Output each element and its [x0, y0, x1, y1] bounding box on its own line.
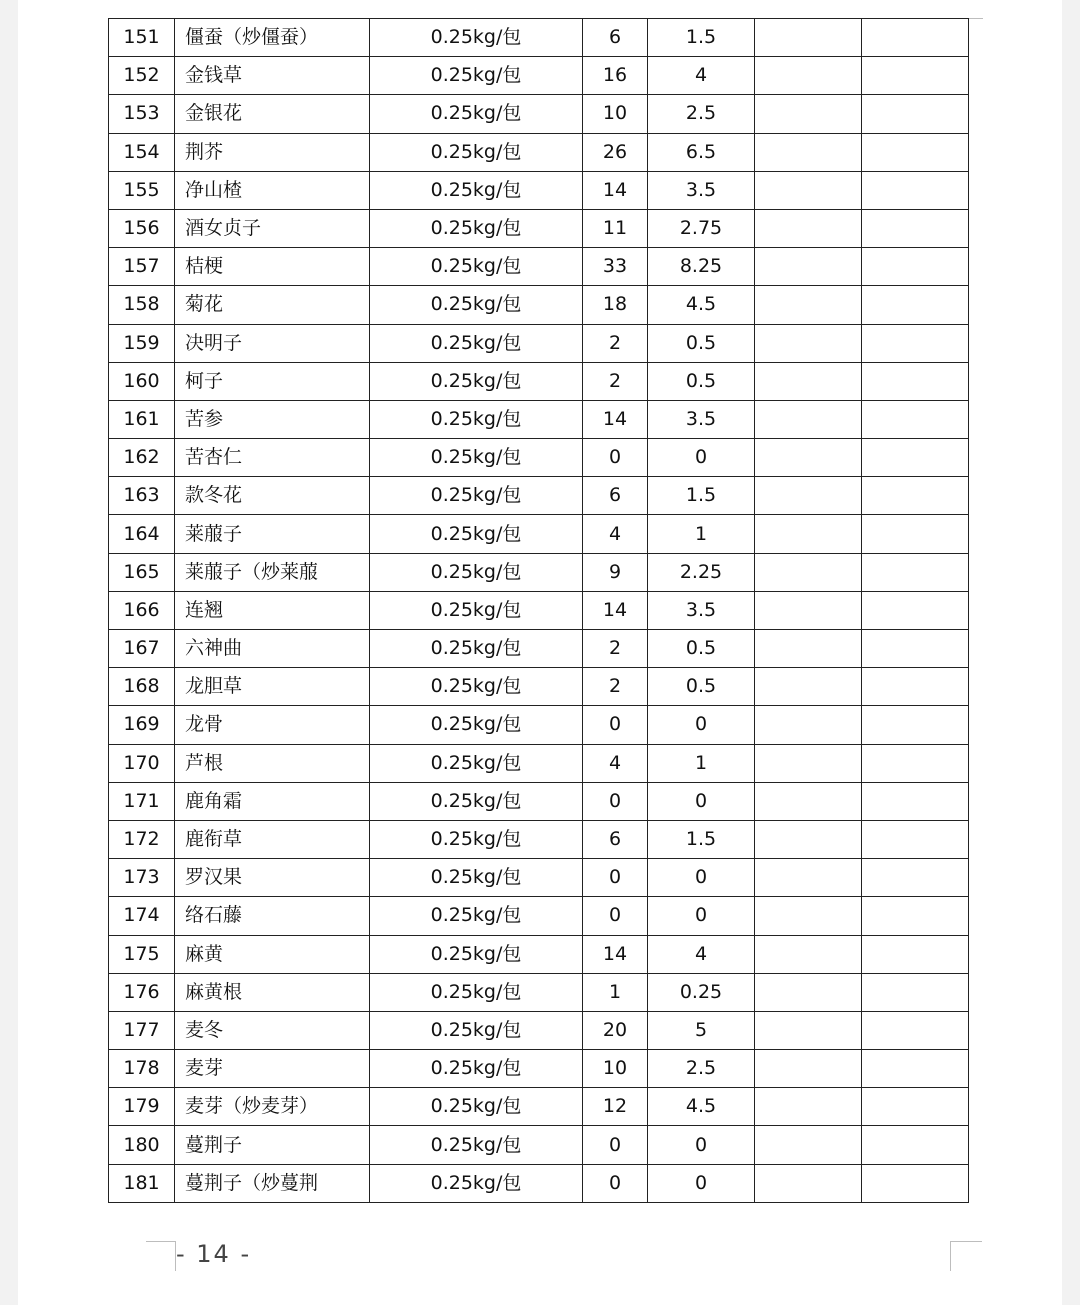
empty-cell	[755, 57, 862, 95]
herb-name-cell: 罗汉果	[175, 859, 370, 897]
spec-cell: 0.25kg/包	[370, 859, 583, 897]
table-row	[109, 706, 969, 744]
herb-name-cell: 决明子	[175, 324, 370, 362]
empty-cell	[755, 439, 862, 477]
empty-cell	[755, 133, 862, 171]
herb-name-cell: 苦参	[175, 400, 370, 438]
empty-cell	[862, 95, 969, 133]
table-row	[109, 171, 969, 209]
empty-cell	[862, 133, 969, 171]
weight-cell: 0	[648, 1126, 755, 1164]
herb-name-cell: 麻黄	[175, 935, 370, 973]
herb-name-cell: 蔓荆子	[175, 1126, 370, 1164]
spec-cell: 0.25kg/包	[370, 1011, 583, 1049]
empty-cell	[755, 19, 862, 57]
table-row	[109, 286, 969, 324]
weight-cell: 0.25	[648, 973, 755, 1011]
weight-cell: 3.5	[648, 400, 755, 438]
table-row	[109, 1050, 969, 1088]
quantity-cell: 2	[583, 630, 648, 668]
empty-cell	[755, 820, 862, 858]
weight-cell: 1	[648, 744, 755, 782]
empty-cell	[862, 209, 969, 247]
herb-name-cell: 蔓荆子（炒蔓荆	[175, 1164, 370, 1202]
empty-cell	[862, 1126, 969, 1164]
row-number-cell: 166	[109, 591, 175, 629]
weight-cell: 0	[648, 1164, 755, 1202]
table-row	[109, 57, 969, 95]
row-number-cell: 164	[109, 515, 175, 553]
empty-cell	[755, 286, 862, 324]
herb-name-cell: 金银花	[175, 95, 370, 133]
table-row	[109, 935, 969, 973]
empty-cell	[755, 1088, 862, 1126]
spec-cell: 0.25kg/包	[370, 706, 583, 744]
quantity-cell: 10	[583, 95, 648, 133]
table-row	[109, 133, 969, 171]
spec-cell: 0.25kg/包	[370, 591, 583, 629]
empty-cell	[862, 248, 969, 286]
empty-cell	[862, 897, 969, 935]
row-number-cell: 174	[109, 897, 175, 935]
quantity-cell: 14	[583, 171, 648, 209]
row-number-cell: 173	[109, 859, 175, 897]
row-number-cell: 155	[109, 171, 175, 209]
spec-cell: 0.25kg/包	[370, 820, 583, 858]
spec-cell: 0.25kg/包	[370, 133, 583, 171]
quantity-cell: 12	[583, 1088, 648, 1126]
row-number-cell: 151	[109, 19, 175, 57]
empty-cell	[862, 553, 969, 591]
table-row	[109, 630, 969, 668]
weight-cell: 0.5	[648, 362, 755, 400]
spec-cell: 0.25kg/包	[370, 286, 583, 324]
row-number-cell: 180	[109, 1126, 175, 1164]
herb-name-cell: 龙胆草	[175, 668, 370, 706]
spec-cell: 0.25kg/包	[370, 744, 583, 782]
spec-cell: 0.25kg/包	[370, 1050, 583, 1088]
herb-name-cell: 鹿角霜	[175, 782, 370, 820]
spec-cell: 0.25kg/包	[370, 515, 583, 553]
table-row	[109, 324, 969, 362]
empty-cell	[862, 591, 969, 629]
weight-cell: 6.5	[648, 133, 755, 171]
table-row	[109, 820, 969, 858]
table-row	[109, 209, 969, 247]
row-number-cell: 171	[109, 782, 175, 820]
weight-cell: 2.25	[648, 553, 755, 591]
row-number-cell: 162	[109, 439, 175, 477]
row-number-cell: 168	[109, 668, 175, 706]
empty-cell	[862, 1011, 969, 1049]
quantity-cell: 6	[583, 820, 648, 858]
row-number-cell: 161	[109, 400, 175, 438]
quantity-cell: 20	[583, 1011, 648, 1049]
empty-cell	[755, 553, 862, 591]
weight-cell: 0	[648, 859, 755, 897]
spec-cell: 0.25kg/包	[370, 782, 583, 820]
row-number-cell: 163	[109, 477, 175, 515]
weight-cell: 3.5	[648, 171, 755, 209]
spec-cell: 0.25kg/包	[370, 19, 583, 57]
empty-cell	[755, 744, 862, 782]
table-row	[109, 515, 969, 553]
weight-cell: 2.5	[648, 1050, 755, 1088]
quantity-cell: 11	[583, 209, 648, 247]
table-row	[109, 248, 969, 286]
table-row	[109, 553, 969, 591]
empty-cell	[862, 57, 969, 95]
row-number-cell: 167	[109, 630, 175, 668]
empty-cell	[862, 1088, 969, 1126]
weight-cell: 2.75	[648, 209, 755, 247]
herb-name-cell: 金钱草	[175, 57, 370, 95]
empty-cell	[755, 668, 862, 706]
row-number-cell: 159	[109, 324, 175, 362]
quantity-cell: 14	[583, 935, 648, 973]
empty-cell	[862, 477, 969, 515]
spec-cell: 0.25kg/包	[370, 668, 583, 706]
weight-cell: 3.5	[648, 591, 755, 629]
weight-cell: 0	[648, 706, 755, 744]
weight-cell: 1.5	[648, 477, 755, 515]
quantity-cell: 4	[583, 515, 648, 553]
empty-cell	[862, 171, 969, 209]
table-row	[109, 1126, 969, 1164]
table-row	[109, 477, 969, 515]
empty-cell	[862, 439, 969, 477]
table-row	[109, 668, 969, 706]
herb-name-cell: 菊花	[175, 286, 370, 324]
row-number-cell: 181	[109, 1164, 175, 1202]
quantity-cell: 6	[583, 19, 648, 57]
quantity-cell: 18	[583, 286, 648, 324]
herb-name-cell: 麦冬	[175, 1011, 370, 1049]
herb-inventory-table	[108, 18, 969, 1203]
spec-cell: 0.25kg/包	[370, 248, 583, 286]
spec-cell: 0.25kg/包	[370, 57, 583, 95]
quantity-cell: 14	[583, 400, 648, 438]
empty-cell	[862, 630, 969, 668]
table-row	[109, 859, 969, 897]
quantity-cell: 2	[583, 324, 648, 362]
crop-mark-bottom-right	[950, 1241, 982, 1242]
herb-name-cell: 酒女贞子	[175, 209, 370, 247]
row-number-cell: 169	[109, 706, 175, 744]
weight-cell: 2.5	[648, 95, 755, 133]
quantity-cell: 1	[583, 973, 648, 1011]
empty-cell	[755, 477, 862, 515]
herb-name-cell: 莱菔子（炒莱菔	[175, 553, 370, 591]
weight-cell: 8.25	[648, 248, 755, 286]
empty-cell	[755, 209, 862, 247]
table-row	[109, 591, 969, 629]
crop-mark-bottom-left	[146, 1241, 176, 1242]
empty-cell	[755, 706, 862, 744]
table-row	[109, 362, 969, 400]
empty-cell	[862, 515, 969, 553]
herb-name-cell: 净山楂	[175, 171, 370, 209]
quantity-cell: 0	[583, 859, 648, 897]
herb-name-cell: 麦芽	[175, 1050, 370, 1088]
row-number-cell: 179	[109, 1088, 175, 1126]
weight-cell: 1.5	[648, 19, 755, 57]
empty-cell	[755, 1164, 862, 1202]
table-row	[109, 400, 969, 438]
weight-cell: 0.5	[648, 668, 755, 706]
weight-cell: 0	[648, 439, 755, 477]
weight-cell: 0.5	[648, 630, 755, 668]
weight-cell: 4	[648, 935, 755, 973]
quantity-cell: 4	[583, 744, 648, 782]
herb-name-cell: 桔梗	[175, 248, 370, 286]
table-row	[109, 973, 969, 1011]
quantity-cell: 2	[583, 668, 648, 706]
spec-cell: 0.25kg/包	[370, 935, 583, 973]
empty-cell	[862, 782, 969, 820]
quantity-cell: 0	[583, 1126, 648, 1164]
spec-cell: 0.25kg/包	[370, 95, 583, 133]
empty-cell	[755, 515, 862, 553]
empty-cell	[862, 973, 969, 1011]
spec-cell: 0.25kg/包	[370, 400, 583, 438]
table-row	[109, 1011, 969, 1049]
quantity-cell: 0	[583, 897, 648, 935]
quantity-cell: 9	[583, 553, 648, 591]
spec-cell: 0.25kg/包	[370, 1126, 583, 1164]
herb-name-cell: 莱菔子	[175, 515, 370, 553]
empty-cell	[862, 362, 969, 400]
spec-cell: 0.25kg/包	[370, 973, 583, 1011]
weight-cell: 4.5	[648, 286, 755, 324]
empty-cell	[755, 897, 862, 935]
empty-cell	[755, 1050, 862, 1088]
table-row	[109, 19, 969, 57]
herb-name-cell: 六神曲	[175, 630, 370, 668]
row-number-cell: 157	[109, 248, 175, 286]
weight-cell: 1.5	[648, 820, 755, 858]
spec-cell: 0.25kg/包	[370, 439, 583, 477]
weight-cell: 0	[648, 782, 755, 820]
row-number-cell: 170	[109, 744, 175, 782]
row-number-cell: 152	[109, 57, 175, 95]
quantity-cell: 33	[583, 248, 648, 286]
table-row	[109, 744, 969, 782]
quantity-cell: 26	[583, 133, 648, 171]
quantity-cell: 14	[583, 591, 648, 629]
weight-cell: 4	[648, 57, 755, 95]
herb-name-cell: 麦芽（炒麦芽）	[175, 1088, 370, 1126]
crop-mark-bottom-right-vertical	[950, 1241, 951, 1271]
row-number-cell: 160	[109, 362, 175, 400]
row-number-cell: 176	[109, 973, 175, 1011]
empty-cell	[755, 400, 862, 438]
quantity-cell: 0	[583, 706, 648, 744]
empty-cell	[862, 820, 969, 858]
quantity-cell: 6	[583, 477, 648, 515]
empty-cell	[862, 744, 969, 782]
empty-cell	[755, 973, 862, 1011]
weight-cell: 0.5	[648, 324, 755, 362]
table-row	[109, 897, 969, 935]
empty-cell	[862, 935, 969, 973]
table-row	[109, 782, 969, 820]
empty-cell	[755, 248, 862, 286]
table-row	[109, 1164, 969, 1202]
empty-cell	[862, 286, 969, 324]
herb-name-cell: 麻黄根	[175, 973, 370, 1011]
herb-name-cell: 络石藤	[175, 897, 370, 935]
row-number-cell: 175	[109, 935, 175, 973]
quantity-cell: 10	[583, 1050, 648, 1088]
herb-name-cell: 苦杏仁	[175, 439, 370, 477]
spec-cell: 0.25kg/包	[370, 553, 583, 591]
herb-name-cell: 芦根	[175, 744, 370, 782]
empty-cell	[862, 668, 969, 706]
document-page	[18, 0, 1062, 1305]
empty-cell	[755, 935, 862, 973]
spec-cell: 0.25kg/包	[370, 630, 583, 668]
empty-cell	[755, 171, 862, 209]
quantity-cell: 0	[583, 1164, 648, 1202]
table-row	[109, 439, 969, 477]
empty-cell	[755, 324, 862, 362]
empty-cell	[862, 1164, 969, 1202]
spec-cell: 0.25kg/包	[370, 1164, 583, 1202]
herb-name-cell: 荆芥	[175, 133, 370, 171]
empty-cell	[862, 400, 969, 438]
row-number-cell: 156	[109, 209, 175, 247]
table-body	[109, 19, 969, 1203]
herb-name-cell: 柯子	[175, 362, 370, 400]
table-row	[109, 1088, 969, 1126]
empty-cell	[755, 1011, 862, 1049]
spec-cell: 0.25kg/包	[370, 209, 583, 247]
spec-cell: 0.25kg/包	[370, 171, 583, 209]
quantity-cell: 0	[583, 782, 648, 820]
herb-name-cell: 龙骨	[175, 706, 370, 744]
row-number-cell: 154	[109, 133, 175, 171]
herb-name-cell: 鹿衔草	[175, 820, 370, 858]
table-row	[109, 95, 969, 133]
empty-cell	[862, 1050, 969, 1088]
quantity-cell: 16	[583, 57, 648, 95]
spec-cell: 0.25kg/包	[370, 477, 583, 515]
row-number-cell: 177	[109, 1011, 175, 1049]
row-number-cell: 158	[109, 286, 175, 324]
spec-cell: 0.25kg/包	[370, 897, 583, 935]
row-number-cell: 172	[109, 820, 175, 858]
empty-cell	[862, 859, 969, 897]
empty-cell	[862, 19, 969, 57]
quantity-cell: 0	[583, 439, 648, 477]
weight-cell: 1	[648, 515, 755, 553]
row-number-cell: 165	[109, 553, 175, 591]
empty-cell	[755, 1126, 862, 1164]
quantity-cell: 2	[583, 362, 648, 400]
empty-cell	[755, 782, 862, 820]
row-number-cell: 178	[109, 1050, 175, 1088]
herb-name-cell: 连翘	[175, 591, 370, 629]
herb-name-cell: 僵蚕（炒僵蚕）	[175, 19, 370, 57]
row-number-cell: 153	[109, 95, 175, 133]
spec-cell: 0.25kg/包	[370, 362, 583, 400]
weight-cell: 0	[648, 897, 755, 935]
weight-cell: 4.5	[648, 1088, 755, 1126]
spec-cell: 0.25kg/包	[370, 324, 583, 362]
empty-cell	[755, 591, 862, 629]
spec-cell: 0.25kg/包	[370, 1088, 583, 1126]
empty-cell	[755, 95, 862, 133]
empty-cell	[755, 859, 862, 897]
empty-cell	[755, 362, 862, 400]
page-number: - 14 -	[176, 1240, 252, 1268]
empty-cell	[755, 630, 862, 668]
herb-name-cell: 款冬花	[175, 477, 370, 515]
empty-cell	[862, 324, 969, 362]
weight-cell: 5	[648, 1011, 755, 1049]
empty-cell	[862, 706, 969, 744]
